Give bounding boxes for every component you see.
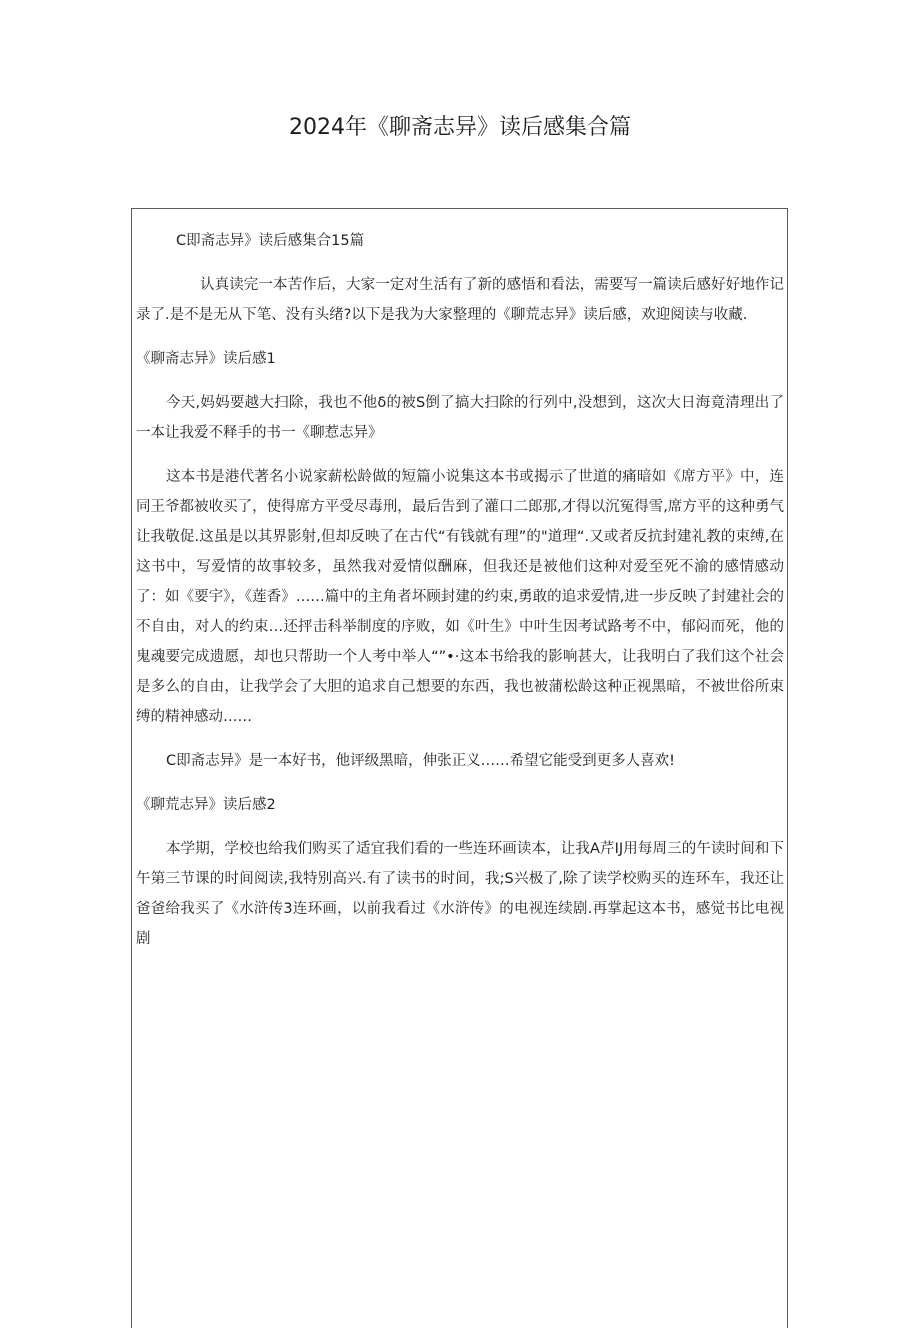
body-paragraph: 本学期，学校也给我们购买了适宜我们看的一些连环画读本，让我A芹IJ用每周三的午读时间和下午第三节课的时间阅读,我特别高兴.有了读书的时间，我;S兴极了,除了读学校购买的连环车，我还让爸爸给我买了《水浒传3连环画，以前我看过《水浒传》的电视连续剧.再掌起这本书，感觉书比电视剧 xyxy=(136,841,784,947)
body-paragraph: 这本书是港代著名小说家薪松龄做的短篇小说集这本书或揭示了世道的痛暗如《席方平》中，连同王爷都被收买了，使得席方平受尽毒刑，最后告到了灌口二郎那,才得以沉冤得雪,席方平的这种勇气让我敬促.这虽是以其界影射,但却反映了在古代“有钱就有理”的"道理“.又或者反抗封建礼教的束缚,在这书中，写爱情的故事较多，虽然我对爱情似酬麻，但我还是被他们这种对爱至死不渝的感情感动了：如《要宇》，《莲香》……篇中的主角者坏顾封建的约束,勇敢的追求爱情,进一步反映了封建社会的不自由，对人的约束…还抨击科举制度的序败，如《叶生》中叶生因考试路考不中，郁闷而死，他的鬼魂要完成遗愿，却也只帮助一个人考中举人“”•·这本书给我的影响甚大，让我明白了我们这个社会是多么的自由，让我学会了大胆的追求自己想要的东西，我也被蒲松龄这种正视黑暗，不被世俗所束缚的精神感动…… xyxy=(136,469,784,725)
section-heading: 《聊荒志异》读后感2 xyxy=(136,797,276,813)
body-paragraph: C即斋志异》是一本好书，他评级黑暗，伸张正义……希望它能受到更多人喜欢! xyxy=(166,753,675,769)
intro-paragraph: 认真读完一本苦作后，大家一定对生活有了新的感悟和看法，需要写一篇读后感好好地作记录了.是不是无从下笔、没有头绪?以下是我为大家整理的《聊荒志异》读后感，欢迎阅读与收藏. xyxy=(136,277,784,323)
collection-subtitle: C即斋志异》读后感集合15篇 xyxy=(176,233,365,249)
body-paragraph: 今天,妈妈要越大扫除，我也不他δ的被S倒了搞大扫除的行列中,没想到，这次大日海竟清理出了一本让我爱不释手的书一《聊惹志异》 xyxy=(136,395,784,441)
document-body xyxy=(136,226,784,954)
document-title: 2024年《聊斋志异》读后感集合篇 xyxy=(289,115,631,140)
section-heading: 《聊斋志异》读后感1 xyxy=(136,351,276,367)
